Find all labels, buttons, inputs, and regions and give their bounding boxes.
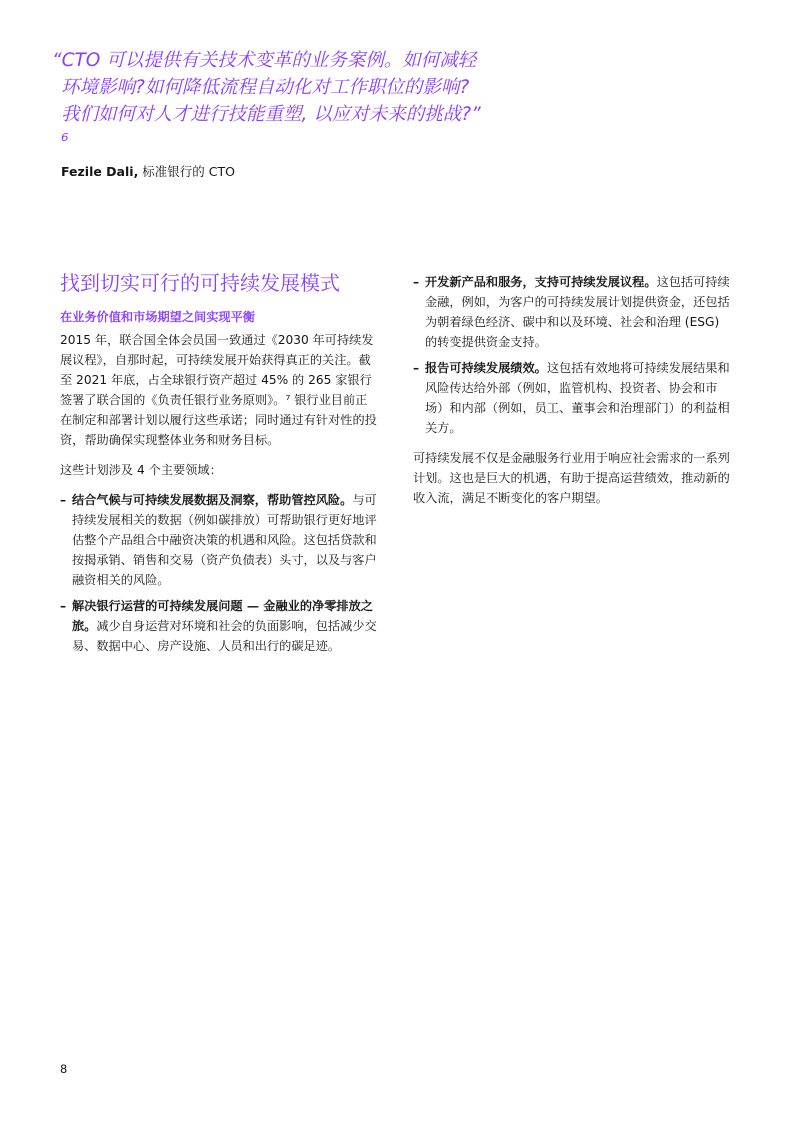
page-number: 8 (60, 1062, 68, 1076)
quote-author: Fezile Dali, (61, 164, 139, 179)
quote-attribution (61, 162, 235, 180)
intro-paragraph: 2015 年，联合国全体会员国一致通过《2030 年可持续发展议程》，自那时起，可持续发展开始获得真正的关注。截至 2021 年底，占全球银行资产超过 45% 的 265 家银行签署了联合国的《负责任银行业务原则》。⁷ 银行业目前正在制定和部署计划以履行这些承诺；同时通过有针对性的投资，帮助确保实现整体业务和财务目标。 (60, 333, 377, 447)
left-column (60, 268, 378, 662)
list-item-title: 解决银行运营的可持续发展问题 — 金融业的净零排放之旅。 (72, 599, 373, 633)
list-item-text: 与可持续发展相关的数据（例如碳排放）可帮助银行更好地评估整个产品组合中融资决策的机遇和风险。这包括贷款和按揭承销、销售和交易（资产负债表）头寸，以及与客户融资相关的风险。 (72, 493, 377, 587)
dash-bullet: – (413, 361, 420, 375)
dash-bullet: – (60, 599, 67, 613)
pull-quote: “CTO 可以提供有关技术变革的业务案例。如何减轻环境影响?如何降低流程自动化对工作职位的影响?我们如何对人才进行技能重塑, 以应对未来的挑战?” ⁶ (52, 50, 481, 152)
list-item-title: 结合气候与可持续发展数据及洞察，帮助管控风险。 (72, 493, 353, 507)
focus-areas-list-left (60, 490, 378, 656)
lead-paragraph: 这些计划涉及 4 个主要领域： (60, 463, 222, 477)
list-item-text: 减少自身运营对环境和社会的负面影响，包括减少交易、数据中心、房产设施、人员和出行的碳足迹。 (72, 619, 377, 653)
section-subheading: 在业务价值和市场期望之间实现平衡 (60, 310, 255, 324)
list-item-text: 这包括可持续金融，例如，为客户的可持续发展计划提供资金，还包括为朝着绿色经济、碳中和以及环境、社会和治理 (ESG) 的转变提供资金支持。 (425, 275, 730, 349)
right-column (413, 272, 735, 508)
list-item (413, 272, 735, 352)
list-item (60, 596, 378, 656)
quote-author-role: 标准银行的 CTO (138, 164, 235, 179)
list-item (60, 490, 378, 590)
dash-bullet: – (413, 275, 420, 289)
list-item (413, 358, 735, 438)
list-item-title: 报告可持续发展绩效。 (425, 361, 547, 375)
list-item-title: 开发新产品和服务，支持可持续发展议程。 (425, 275, 657, 289)
closing-paragraph: 可持续发展不仅是金融服务行业用于响应社会需求的一系列计划。这也是巨大的机遇，有助于提高运营绩效，推动新的收入流，满足不断变化的客户期望。 (413, 451, 730, 505)
dash-bullet: – (60, 493, 67, 507)
focus-areas-list-right (413, 272, 735, 438)
section-heading: 找到切实可行的可持续发展模式 (60, 271, 340, 295)
list-item-text: 这包括有效地将可持续发展结果和风险传达给外部（例如，监管机构、投资者、协会和市场）和内部（例如，员工、董事会和治理部门）的利益相关方。 (425, 361, 730, 435)
